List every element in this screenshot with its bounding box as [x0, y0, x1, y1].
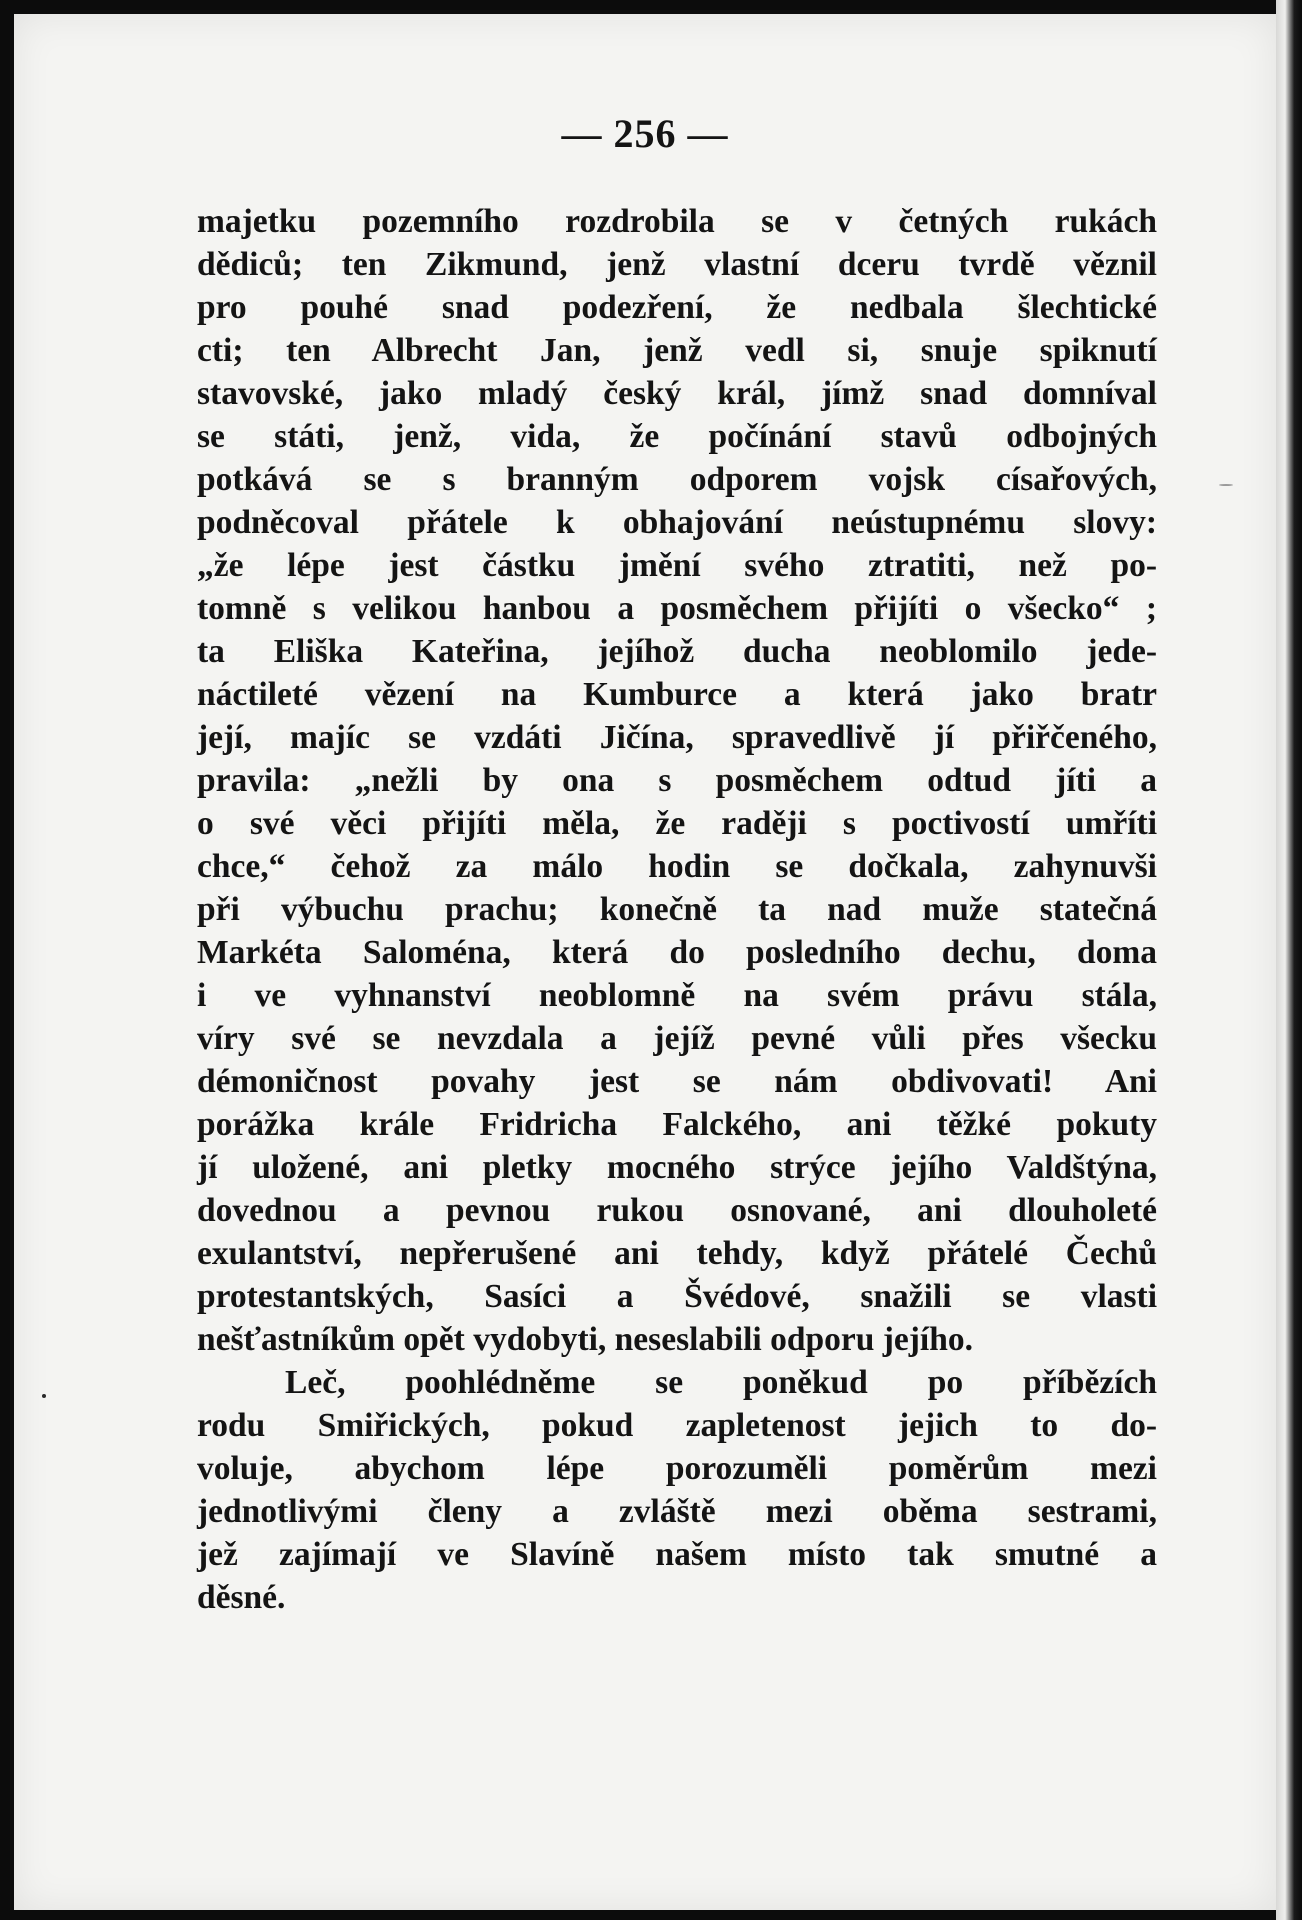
- text-line: potkává se s branným odporem vojsk císařových,: [197, 461, 1157, 498]
- text-line: stavovské, jako mladý český král, jímž snad domníval: [197, 375, 1157, 412]
- text-line: pravila: „nežli by ona s posměchem odtud jíti a: [197, 762, 1157, 799]
- text-line: démoničnost povahy jest se nám obdivovati! Ani: [197, 1063, 1157, 1100]
- text-line: majetku pozemního rozdrobila se v četných rukách: [197, 203, 1157, 240]
- text-line: o své věci přijíti měla, že raději s poctivostí umříti: [197, 805, 1157, 842]
- text-line: víry své se nevzdala a jejíž pevné vůli přes všecku: [197, 1020, 1157, 1057]
- page-edge-shadow: [1276, 0, 1302, 1920]
- text-line: ta Eliška Kateřina, jejíhož ducha neoblomilo jede-: [197, 633, 1157, 670]
- text-line: porážka krále Fridricha Falckého, ani těžké pokuty: [197, 1106, 1157, 1143]
- text-line: podněcoval přátele k obhajování neústupnému slovy:: [197, 504, 1157, 541]
- text-line: se státi, jenž, vida, že počínání stavů odbojných: [197, 418, 1157, 455]
- text-line: při výbuchu prachu; konečně ta nad muže statečná: [197, 891, 1157, 928]
- text-line: pro pouhé snad podezření, že nedbala šlechtické: [197, 289, 1157, 326]
- text-line: nešťastníkům opět vydobyti, neseslabili odporu jejího.: [197, 1321, 973, 1358]
- text-line: náctileté vězení na Kumburce a která jako bratr: [197, 676, 1157, 713]
- text-line: chce,“ čehož za málo hodin se dočkala, zahynuvši: [197, 848, 1157, 885]
- text-line: jednotlivými členy a zvláště mezi oběma sestrami,: [197, 1493, 1157, 1530]
- text-line: dovednou a pevnou rukou osnované, ani dlouholeté: [197, 1192, 1157, 1229]
- text-line: tomně s velikou hanbou a posměchem přijíti o všecko“ ;: [197, 590, 1157, 627]
- text-line: i ve vyhnanství neoblomně na svém právu stála,: [197, 977, 1157, 1014]
- text-line: Leč, poohlédněme se poněkud po příbězích: [285, 1364, 1157, 1401]
- text-line: jí uložené, ani pletky mocného strýce jejího Valdštýna,: [197, 1149, 1157, 1186]
- text-line: děsné.: [197, 1579, 286, 1616]
- text-line: rodu Smiřických, pokud zapletenost jejich to do-: [197, 1407, 1157, 1444]
- text-line: protestantských, Sasíci a Švédové, snažili se vlasti: [197, 1278, 1157, 1315]
- ink-speck: [42, 1394, 46, 1398]
- text-line: cti; ten Albrecht Jan, jenž vedl si, snuje spiknutí: [197, 332, 1157, 369]
- book-page: [14, 14, 1276, 1910]
- text-line: „že lépe jest částku jmění svého ztratiti, než po-: [197, 547, 1157, 584]
- body-text: [197, 200, 1157, 1619]
- text-line: její, majíc se vzdáti Jičína, spravedlivě jí přiřčeného,: [197, 719, 1157, 756]
- text-line: voluje, abychom lépe porozuměli poměrům mezi: [197, 1450, 1157, 1487]
- page-number: — 256 —: [561, 111, 729, 156]
- ink-speck: [1219, 484, 1233, 486]
- text-line: dědiců; ten Zikmund, jenž vlastní dceru tvrdě věznil: [197, 246, 1157, 283]
- text-line: jež zajímají ve Slavíně našem místo tak smutné a: [197, 1536, 1157, 1573]
- text-line: Markéta Saloména, která do posledního dechu, doma: [197, 934, 1157, 971]
- text-line: exulantství, nepřerušené ani tehdy, když přátelé Čechů: [197, 1235, 1157, 1272]
